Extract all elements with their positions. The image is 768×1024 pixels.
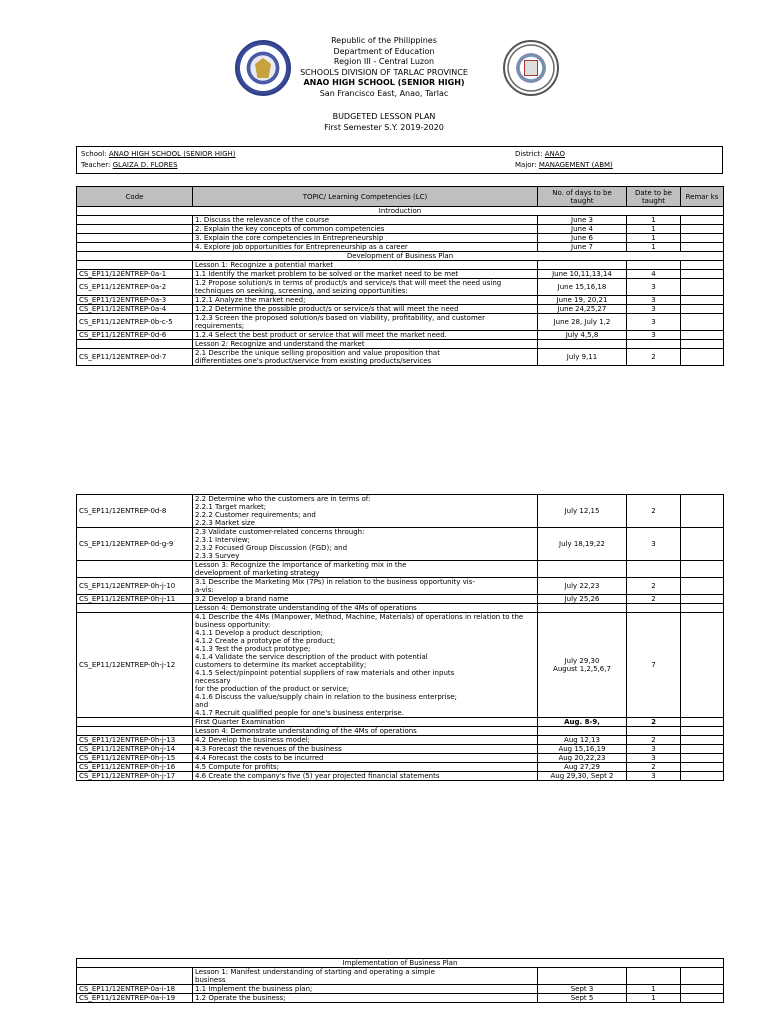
teacher-field: Teacher: GLAIZA D. FLORES xyxy=(81,161,178,169)
days-cell: 3 xyxy=(627,314,681,331)
code-cell: CS_EP11/12ENTREP-0a-2 xyxy=(77,279,193,296)
table-row xyxy=(77,578,724,595)
remarks-cell xyxy=(681,270,724,279)
section-heading: Implementation of Business Plan xyxy=(77,959,724,968)
semester-title: First Semester S.Y. 2019-2020 xyxy=(324,122,444,132)
remarks-cell xyxy=(681,604,724,613)
date-cell: July 4,5,8 xyxy=(538,331,627,340)
days-cell: 2 xyxy=(627,578,681,595)
topic-cell: 1.2.4 Select the best product or service that will meet the market need. xyxy=(193,331,538,340)
days-cell: 2 xyxy=(627,495,681,528)
table-row xyxy=(77,331,724,340)
topic-cell: 1.2.3 Screen the proposed solution/s based on viability, profitability, and customer requirements; xyxy=(193,314,538,331)
table-row xyxy=(77,528,724,561)
school-name-heading: ANAO HIGH SCHOOL (SENIOR HIGH) xyxy=(303,78,465,87)
lesson-title: Lesson 2: Recognize and understand the market xyxy=(193,340,538,349)
table-row xyxy=(77,754,724,763)
date-cell: Aug. 8-9, xyxy=(538,718,627,727)
school-address: San Francisco East, Anao, Tarlac xyxy=(319,88,449,98)
lesson-plan-table-1 xyxy=(76,186,724,366)
topic-cell: 2.1 Describe the unique selling proposition and value proposition that differentiates one's product/service from existing products/services xyxy=(193,349,538,366)
major-field: Major: MANAGEMENT (ABM) xyxy=(515,161,613,169)
date-cell xyxy=(538,968,627,985)
table-body xyxy=(77,495,724,781)
topic-cell: 1.2.1 Analyze the market need; xyxy=(193,296,538,305)
remarks-cell xyxy=(681,561,724,578)
remarks-cell xyxy=(681,261,724,270)
topic-cell: 4.1 Describe the 4Ms (Manpower, Method, Machine, Materials) of operations in relation to the business opportunity: 4.1.1 Develop a product description; 4.1.2 Create a prototype of the product; 4.1.3 Test the product prototype; 4.1.4 Validate the service description of the product with potential customers to determine its market acceptability; 4.1.5 Select/pinpoint potential suppliers of raw materials and other inputs necessary for the production of the product or service; 4.1.6 Discuss the value/supply chain in relation to the business enterprise; and 4.1.7 Recruit qualified people for one's business enterprise. xyxy=(193,613,538,718)
date-cell xyxy=(538,727,627,736)
table-row xyxy=(77,349,724,366)
topic-cell: 1. Discuss the relevance of the course xyxy=(193,216,538,225)
table-row xyxy=(77,234,724,243)
code-cell: CS_EP11/12ENTREP-0a-i-18 xyxy=(77,985,193,994)
code-column-header: Code xyxy=(77,187,193,207)
code-cell: CS_EP11/12ENTREP-0a-1 xyxy=(77,270,193,279)
remarks-cell xyxy=(681,349,724,366)
lesson-heading-row xyxy=(77,340,724,349)
topic-cell: 4.6 Create the company's five (5) year projected financial statements xyxy=(193,772,538,781)
topic-cell: 4.3 Forecast the revenues of the business xyxy=(193,745,538,754)
lesson-title: Lesson 1: Manifest understanding of starting and operating a simple business xyxy=(193,968,538,985)
code-cell: CS_EP11/12ENTREP-0a-4 xyxy=(77,305,193,314)
code-cell xyxy=(77,225,193,234)
days-cell: 4 xyxy=(627,270,681,279)
date-cell: June 19, 20,21 xyxy=(538,296,627,305)
topic-cell: 4.5 Compute for profits; xyxy=(193,763,538,772)
days-cell xyxy=(627,561,681,578)
remarks-cell xyxy=(681,763,724,772)
date-cell: Aug 12,13 xyxy=(538,736,627,745)
section-heading-row xyxy=(77,207,724,216)
table-row xyxy=(77,305,724,314)
table-row xyxy=(77,736,724,745)
topic-column-header: TOPIC/ Learning Competencies (LC) xyxy=(193,187,538,207)
remarks-cell xyxy=(681,331,724,340)
table-body xyxy=(77,207,724,366)
table-row xyxy=(77,225,724,234)
code-cell xyxy=(77,718,193,727)
days-cell xyxy=(627,968,681,985)
remarks-cell xyxy=(681,578,724,595)
topic-cell: 2.3 Validate customer-related concerns through: 2.3.1 Interview; 2.3.2 Focused Group Discussion (FGD); and 2.3.3 Survey xyxy=(193,528,538,561)
table-row xyxy=(77,495,724,528)
topic-cell: 1.2.2 Determine the possible product/s or service/s that will meet the need xyxy=(193,305,538,314)
days-cell: 7 xyxy=(627,613,681,718)
code-cell: CS_EP11/12ENTREP-0a-i-19 xyxy=(77,994,193,1003)
days-cell: 3 xyxy=(627,296,681,305)
days-cell xyxy=(627,340,681,349)
days-cell: 1 xyxy=(627,985,681,994)
topic-cell: 4. Explore job opportunities for Entrepreneurship as a career xyxy=(193,243,538,252)
code-cell xyxy=(77,243,193,252)
code-cell: CS_EP11/12ENTREP-0h-j-10 xyxy=(77,578,193,595)
lesson-heading-row xyxy=(77,968,724,985)
header-line: Republic of the Philippines xyxy=(331,36,437,45)
remarks-column-header: Remar ks xyxy=(681,187,724,207)
code-cell xyxy=(77,340,193,349)
table-row xyxy=(77,985,724,994)
table-row xyxy=(77,763,724,772)
code-cell: CS_EP11/12ENTREP-0h-j-12 xyxy=(77,613,193,718)
remarks-cell xyxy=(681,968,724,985)
date-cell: June 7 xyxy=(538,243,627,252)
lesson-title: Lesson 1: Recognize a potential market xyxy=(193,261,538,270)
date-cell: June 15,16,18 xyxy=(538,279,627,296)
header-line: Region III - Central Luzon xyxy=(333,57,435,66)
remarks-cell xyxy=(681,736,724,745)
code-cell xyxy=(77,604,193,613)
topic-cell: 2.2 Determine who the customers are in terms of: 2.2.1 Target market; 2.2.2 Customer requirements; and 2.2.3 Market size xyxy=(193,495,538,528)
date-cell: June 6 xyxy=(538,234,627,243)
remarks-cell xyxy=(681,314,724,331)
table-row xyxy=(77,270,724,279)
date-cell: July 29,30 August 1,2,5,6,7 xyxy=(538,613,627,718)
code-cell: CS_EP11/12ENTREP-0d-g-9 xyxy=(77,528,193,561)
code-cell: CS_EP11/12ENTREP-0h-j-15 xyxy=(77,754,193,763)
remarks-cell xyxy=(681,745,724,754)
table-row xyxy=(77,279,724,296)
remarks-cell xyxy=(681,296,724,305)
date-cell: June 4 xyxy=(538,225,627,234)
topic-cell: 1.1 Implement the business plan; xyxy=(193,985,538,994)
days-cell: 1 xyxy=(627,994,681,1003)
lesson-heading-row xyxy=(77,561,724,578)
days-cell: 2 xyxy=(627,718,681,727)
date-cell xyxy=(538,604,627,613)
lesson-heading-row xyxy=(77,604,724,613)
days-cell: 3 xyxy=(627,528,681,561)
remarks-cell xyxy=(681,528,724,561)
topic-cell: 3. Explain the core competencies in Entrepreneurship xyxy=(193,234,538,243)
remarks-cell xyxy=(681,225,724,234)
table-row xyxy=(77,243,724,252)
document-header xyxy=(0,36,768,133)
remarks-cell xyxy=(681,305,724,314)
topic-cell: 3.1 Describe the Marketing Mix (7Ps) in relation to the business opportunity vis- a-vis: xyxy=(193,578,538,595)
remarks-cell xyxy=(681,718,724,727)
remarks-cell xyxy=(681,216,724,225)
remarks-cell xyxy=(681,994,724,1003)
remarks-cell xyxy=(681,985,724,994)
header-line: Department of Education xyxy=(333,46,435,56)
code-cell xyxy=(77,261,193,270)
days-cell: 2 xyxy=(627,349,681,366)
date-cell: July 22,23 xyxy=(538,578,627,595)
header-line: SCHOOLS DIVISION OF TARLAC PROVINCE xyxy=(300,67,468,77)
remarks-cell xyxy=(681,595,724,604)
days-cell: 3 xyxy=(627,745,681,754)
remarks-cell xyxy=(681,243,724,252)
days-cell: 3 xyxy=(627,331,681,340)
date-cell: June 24,25,27 xyxy=(538,305,627,314)
remarks-cell xyxy=(681,234,724,243)
days-cell xyxy=(627,604,681,613)
days-cell: 1 xyxy=(627,216,681,225)
table-row xyxy=(77,745,724,754)
table-row xyxy=(77,613,724,718)
section-heading-row xyxy=(77,959,724,968)
date-cell: Sept 3 xyxy=(538,985,627,994)
school-field: School: ANAO HIGH SCHOOL (SENIOR HIGH) xyxy=(81,150,236,158)
date-cell xyxy=(538,340,627,349)
days-cell: 2 xyxy=(627,595,681,604)
lesson-plan-table-2 xyxy=(76,494,724,781)
days-cell xyxy=(627,261,681,270)
table-body xyxy=(77,959,724,1003)
lesson-title: Lesson 4: Demonstrate understanding of the 4Ms of operations xyxy=(193,727,538,736)
section-heading: Development of Business Plan xyxy=(77,252,724,261)
days-cell: 2 xyxy=(627,763,681,772)
date-cell: July 9,11 xyxy=(538,349,627,366)
code-cell xyxy=(77,234,193,243)
remarks-cell xyxy=(681,340,724,349)
days-column-header: No. of days to be taught xyxy=(538,187,627,207)
section-heading-row xyxy=(77,252,724,261)
code-cell: CS_EP11/12ENTREP-0d-8 xyxy=(77,495,193,528)
table-row xyxy=(77,595,724,604)
table-row xyxy=(77,216,724,225)
table-row xyxy=(77,296,724,305)
days-cell xyxy=(627,727,681,736)
code-cell: CS_EP11/12ENTREP-0h-j-17 xyxy=(77,772,193,781)
plan-title: BUDGETED LESSON PLAN xyxy=(332,112,436,121)
topic-cell: 4.4 Forecast the costs to be incurred xyxy=(193,754,538,763)
days-cell: 1 xyxy=(627,234,681,243)
date-cell: Aug 15,16,19 xyxy=(538,745,627,754)
lesson-title: Lesson 4: Demonstrate understanding of the 4Ms of operations xyxy=(193,604,538,613)
code-cell: CS_EP11/12ENTREP-0h-j-16 xyxy=(77,763,193,772)
days-cell: 3 xyxy=(627,279,681,296)
topic-cell: 2. Explain the key concepts of common competencies xyxy=(193,225,538,234)
date-cell: Aug 27,29 xyxy=(538,763,627,772)
code-cell: CS_EP11/12ENTREP-0b-c-5 xyxy=(77,314,193,331)
code-cell xyxy=(77,727,193,736)
table-row xyxy=(77,772,724,781)
info-box xyxy=(76,146,723,174)
remarks-cell xyxy=(681,772,724,781)
date-column-header: Date to be taught xyxy=(627,187,681,207)
exam-row xyxy=(77,718,724,727)
code-cell: CS_EP11/12ENTREP-0h-j-11 xyxy=(77,595,193,604)
topic-cell: 1.2 Operate the business; xyxy=(193,994,538,1003)
code-cell: CS_EP11/12ENTREP-0a-3 xyxy=(77,296,193,305)
lesson-plan-table-3 xyxy=(76,958,724,1003)
date-cell: June 28, July 1,2 xyxy=(538,314,627,331)
remarks-cell xyxy=(681,727,724,736)
date-cell xyxy=(538,261,627,270)
date-cell: July 25,26 xyxy=(538,595,627,604)
remarks-cell xyxy=(681,613,724,718)
date-cell: Sept 5 xyxy=(538,994,627,1003)
date-cell: July 12,15 xyxy=(538,495,627,528)
lesson-heading-row xyxy=(77,261,724,270)
remarks-cell xyxy=(681,754,724,763)
date-cell: June 10,11,13,14 xyxy=(538,270,627,279)
district-field: District: ANAO xyxy=(515,150,565,158)
code-cell xyxy=(77,968,193,985)
lesson-title: Lesson 3: Recognize the importance of marketing mix in the development of marketing strategy xyxy=(193,561,538,578)
code-cell: CS_EP11/12ENTREP-0h-j-13 xyxy=(77,736,193,745)
days-cell: 3 xyxy=(627,305,681,314)
code-cell: CS_EP11/12ENTREP-0h-j-14 xyxy=(77,745,193,754)
topic-cell: 1.2 Propose solution/s in terms of product/s and service/s that will meet the need using techniques on seeking, screening, and seizing opportunities: xyxy=(193,279,538,296)
days-cell: 2 xyxy=(627,736,681,745)
remarks-cell xyxy=(681,495,724,528)
days-cell: 1 xyxy=(627,243,681,252)
code-cell: CS_EP11/12ENTREP-0d-7 xyxy=(77,349,193,366)
table-row xyxy=(77,994,724,1003)
days-cell: 1 xyxy=(627,225,681,234)
code-cell xyxy=(77,561,193,578)
date-cell xyxy=(538,561,627,578)
days-cell: 3 xyxy=(627,754,681,763)
topic-cell: 3.2 Develop a brand name xyxy=(193,595,538,604)
topic-cell: 4.2 Develop the business model; xyxy=(193,736,538,745)
date-cell: July 18,19,22 xyxy=(538,528,627,561)
section-heading: Introduction xyxy=(77,207,724,216)
topic-cell: 1.1 Identify the market problem to be solved or the market need to be met xyxy=(193,270,538,279)
remarks-cell xyxy=(681,279,724,296)
date-cell: Aug 20,22,23 xyxy=(538,754,627,763)
date-cell: June 3 xyxy=(538,216,627,225)
code-cell xyxy=(77,216,193,225)
topic-cell: First Quarter Examination xyxy=(193,718,538,727)
table-row xyxy=(77,314,724,331)
days-cell: 3 xyxy=(627,772,681,781)
code-cell: CS_EP11/12ENTREP-0d-6 xyxy=(77,331,193,340)
date-cell: Aug 29,30, Sept 2 xyxy=(538,772,627,781)
lesson-heading-row xyxy=(77,727,724,736)
